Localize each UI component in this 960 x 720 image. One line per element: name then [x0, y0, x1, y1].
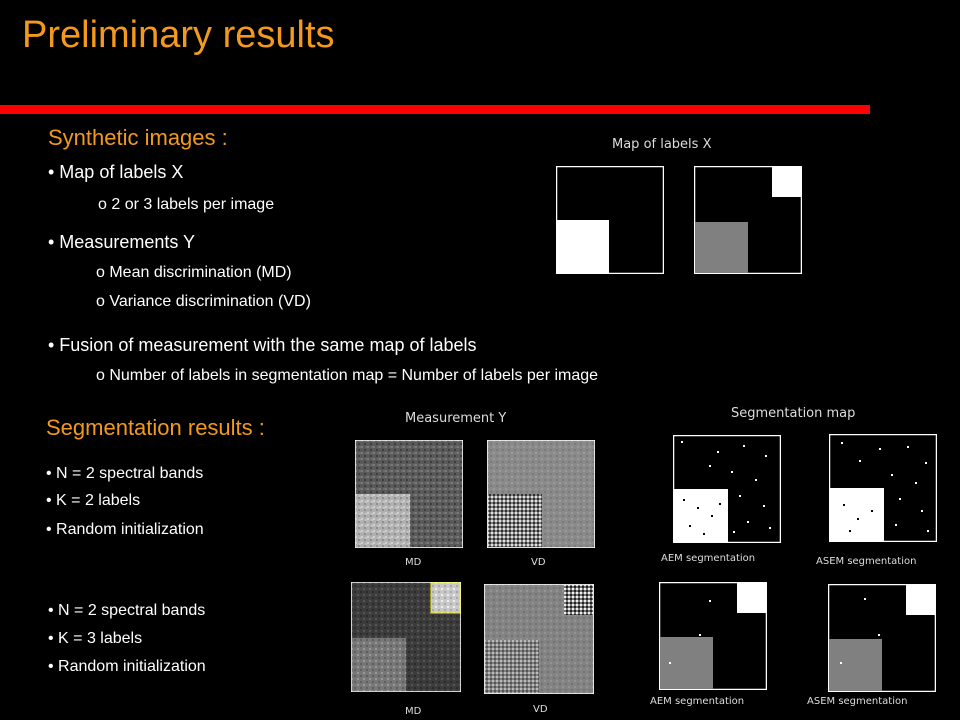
asem-label-k2: ASEM segmentation — [816, 556, 917, 567]
segmentation-map-caption: Segmentation map — [731, 406, 856, 421]
aem-segmentation-k2-image — [673, 435, 781, 543]
aem-label-k3: AEM segmentation — [650, 696, 745, 707]
sub-labels-per-image: o 2 or 3 labels per image — [98, 196, 275, 213]
vd-measurement-k3-image — [484, 584, 594, 694]
case2-init: • Random initialization — [48, 658, 206, 675]
sub-md: o Mean discrimination (MD) — [96, 264, 292, 281]
md-label-k2: MD — [405, 557, 422, 568]
md-measurement-k3-image — [351, 582, 461, 692]
measurement-caption: Measurement Y — [405, 411, 507, 426]
map-two-labels-image — [556, 166, 664, 274]
sub-fusion: o Number of labels in segmentation map = Number of labels per image — [96, 367, 599, 384]
synthetic-heading: Synthetic images : — [48, 125, 228, 150]
case2-labels: • K = 3 labels — [48, 630, 143, 647]
case1-labels: • K = 2 labels — [46, 492, 141, 509]
case2-bands: • N = 2 spectral bands — [48, 602, 206, 619]
asem-label-k3: ASEM segmentation — [807, 696, 908, 707]
map-three-labels-image — [694, 166, 802, 274]
asem-segmentation-k2-image — [829, 434, 937, 542]
md-label-k3: MD — [405, 706, 422, 717]
vd-label-k2: VD — [531, 557, 546, 568]
aem-label-k2: AEM segmentation — [661, 553, 756, 564]
asem-segmentation-k3-image — [828, 584, 936, 692]
map-labels-caption: Map of labels X — [612, 137, 712, 152]
bullet-fusion: • Fusion of measurement with the same map of labels — [48, 335, 477, 355]
bullet-measurements: • Measurements Y — [48, 232, 196, 252]
segmentation-heading: Segmentation results : — [46, 415, 265, 440]
title-underline-bar — [0, 105, 870, 114]
slide-title: Preliminary results — [22, 14, 335, 56]
vd-label-k3: VD — [533, 704, 548, 715]
vd-measurement-k2-image — [487, 440, 595, 548]
bullet-map-labels: • Map of labels X — [48, 162, 184, 182]
md-measurement-k2-image — [355, 440, 463, 548]
sub-vd: o Variance discrimination (VD) — [96, 293, 311, 310]
aem-segmentation-k3-image — [659, 582, 767, 690]
case1-init: • Random initialization — [46, 521, 204, 538]
case1-bands: • N = 2 spectral bands — [46, 465, 204, 482]
